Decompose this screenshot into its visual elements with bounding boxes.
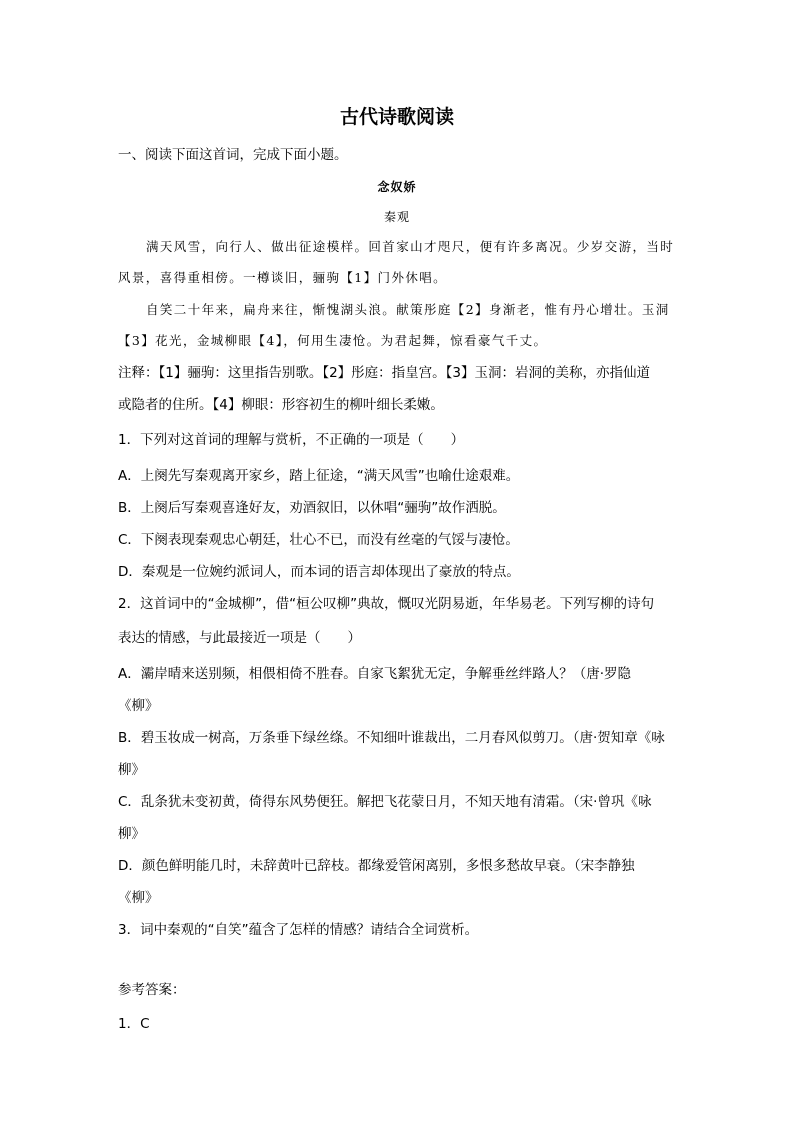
- instruction: 一、阅读下面这首词，完成下面小题。: [118, 147, 348, 163]
- poem-title: 念奴娇: [377, 180, 417, 194]
- answer-option: C．乱条犹未变初黄，倚得东风势便狂。解把飞花蒙日月，不知天地有清霜。（宋·曾巩《咏: [118, 794, 652, 810]
- answer-option: 《柳》: [118, 698, 159, 714]
- answer-option: A．上阕先写秦观离开家乡，踏上征途，“满天风雪”也喻仕途艰难。: [118, 468, 520, 484]
- answer-option: D．秦观是一位婉约派词人，而本词的语言却体现出了豪放的特点。: [118, 564, 520, 580]
- poem-author: 秦观: [383, 210, 410, 224]
- question-stem: 1．下列对这首词的理解与赏析，不正确的一项是（ ）: [118, 432, 465, 448]
- page-title: 古代诗歌阅读: [339, 106, 454, 128]
- answer-option: 柳》: [118, 762, 145, 778]
- poem-line: 【3】花光，金城柳眼【4】，何用生凄怆。为君起舞，惊看豪气千丈。: [118, 333, 548, 348]
- answers-heading: 参考答案：: [118, 982, 186, 998]
- answer-option: 《柳》: [118, 890, 159, 906]
- poem-line: 满天风雪，向行人、做出征途模样。回首家山才咫尺，便有许多离况。少岁交游，当时: [146, 239, 675, 254]
- question-stem: 3．词中秦观的“自笑”蕴含了怎样的情感？请结合全词赏析。: [118, 922, 479, 938]
- question-stem: 2．这首词中的“金城柳”，借“桓公叹柳”典故，慨叹光阴易逝，年华易老。下列写柳的诗句: [118, 596, 655, 612]
- annotation-line: 或隐者的住所。【4】柳眼：形容初生的柳叶细长柔嫩。: [118, 397, 444, 413]
- answer-option: 柳》: [118, 826, 145, 842]
- answer-option: C．下阕表现秦观忠心朝廷，壮心不已，而没有丝毫的气馁与凄怆。: [118, 532, 519, 548]
- answer-item: 1．C: [118, 1016, 150, 1032]
- poem-line: 自笑二十年来，扁舟来往，惭愧湖头浪。献策彤庭【2】身渐老，惟有丹心增壮。玉洞: [146, 302, 670, 317]
- question-stem: 表达的情感，与此最接近一项是（ ）: [118, 630, 361, 646]
- answer-option: B．碧玉妆成一树高，万条垂下绿丝绦。不知细叶谁裁出，二月春风似剪刀。（唐·贺知章《咏: [118, 730, 665, 746]
- answer-option: A．灞岸晴来送别频，相偎相倚不胜春。自家飞絮犹无定，争解垂丝绊路人？（唐·罗隐: [118, 666, 632, 682]
- annotation-line: 注释：【1】骊驹：这里指告别歌。【2】彤庭：指皇宫。【3】玉洞：岩洞的美称，亦指仙道: [118, 365, 651, 381]
- answer-option: B．上阕后写秦观喜逢好友，劝酒叙旧，以休唱“骊驹”故作洒脱。: [118, 500, 506, 516]
- answer-option: D．颜色鲜明能几时，未辞黄叶已辞枝。都缘爱管闲离别，多恨多愁故早衰。（宋李静独: [118, 858, 635, 874]
- poem-line: 风景，喜得重相傍。一樽谈旧，骊驹【1】门外休唱。: [118, 270, 448, 285]
